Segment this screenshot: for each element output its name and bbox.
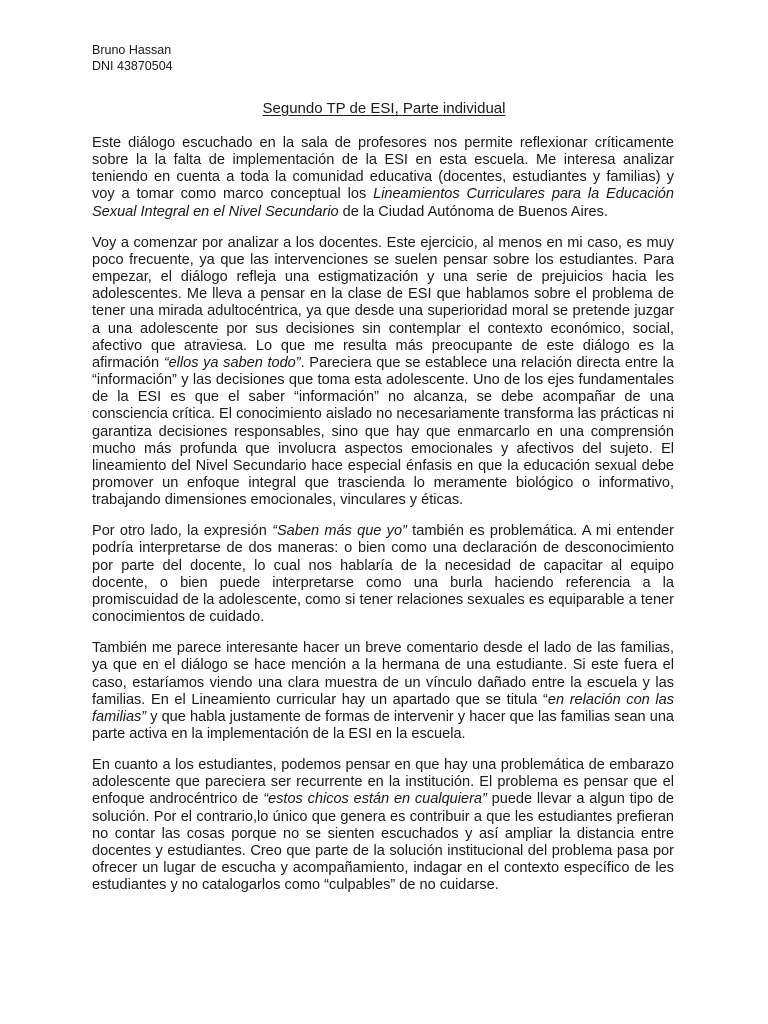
paragraph-2-text-end: . Pareciera que se establece una relación directa entre la “información” y las decisiones que toma esta adolescente. Uno de los ejes fundamentales de la ESI es que el saber “información” no alcanza, se debe acompañar de una consciencia crítica. El conocimiento aislado no necesariamente transforma las prácticas ni garantiza decisiones responsables, sino que hay que enmarcarlo en una comprensión mucho más profunda que involucra aspectos emocionales y afectivos del sujeto. El lineamiento del Nivel Secundario hace especial énfasis en que la educación sexual debe promover un enfoque integral que trascienda lo meramente biológico o informativo, trabajando dimensiones emocionales, vinculares y éticas. (92, 354, 674, 509)
paragraph-3-text: Por otro lado, la expresión (92, 523, 273, 540)
paragraph-1-emphasis: Lineamientos Curriculares para la Educación Sexual Integral en el Nivel Secundario (92, 186, 674, 220)
document-body (92, 135, 674, 894)
paragraph-4-text: También me parece interesante hacer un breve comentario desde el lado de las familias, ya que en el diálogo se hace mención a la hermana de una estudiante. Si este fuera el caso, estaríamos viendo una clara muestra de un vínculo dañado entre la escuela y las familias. En el Lineamiento curricular hay un apartado que se titula “ (92, 640, 674, 708)
paragraph-2-text: Voy a comenzar por analizar a los docentes. Este ejercicio, al menos en mi caso, es muy poco frecuente, ya que las intervenciones se suelen pensar sobre los estudiantes. Para empezar, el diálogo refleja una estigmatización y una serie de prejuicios hacia les adolescentes. Me lleva a pensar en la clase de ESI que hablamos sobre el problema de tener una mirada adultocéntrica, ya que desde una superioridad moral se pretende juzgar a una adolescente por sus decisiones sin contemplar el contexto económico, social, afectivo que atraviesa. Lo que me resulta más preocupante de este diálogo es la afirmación (92, 234, 674, 371)
paragraph-4 (92, 640, 674, 743)
paragraph-5 (92, 757, 674, 894)
document-title: Segundo TP de ESI, Parte individual (262, 100, 506, 117)
paragraph-5-emphasis: “estos chicos están en cualquiera” (263, 791, 487, 808)
paragraph-3-text-end: también es problemática. A mi entender podría interpretarse de dos maneras: o bien como una declaración de desconocimiento por parte del docente, lo cual nos hablaría de la necesidad de capacitar al equipo docente, o bien puede interpretarse como una burla haciendo referencia a la promiscuidad de la adolescente, como si tener relaciones sexuales es equiparable a tener conocimientos de cuidado. (92, 523, 674, 626)
paragraph-3 (92, 523, 674, 626)
paragraph-1 (92, 135, 674, 221)
paragraph-2 (92, 235, 674, 510)
paragraph-1-text: Este diálogo escuchado en la sala de profesores nos permite reflexionar críticamente sobre la la falta de implementación de la ESI en esta escuela. Me interesa analizar teniendo en cuenta a toda la comunidad educativa (docentes, estudiantes y familias) y voy a tomar como marco conceptual los (92, 135, 674, 203)
author-name: Bruno Hassan (92, 43, 172, 57)
paragraph-5-text-end: puede llevar a algun tipo de solución. Por el contrario,lo único que genera es contribuir a que les estudiantes prefieran no contar las cosas porque no se sienten escuchados y así ampliar la distancia entre docentes y estudiantes. Creo que parte de la solución institucional del problema pasa por ofrecer un lugar de escucha y acompañamiento, indagar en el contexto específico de les estudiantes y no catalogarlos como “culpables” de no cuidarse. (92, 791, 675, 894)
author-dni: DNI 43870504 (92, 58, 173, 73)
paragraph-4-text-end: y que habla justamente de formas de intervenir y hacer que las familias sean una parte activa en la implementación de la ESI en la escuela. (92, 708, 674, 742)
paragraph-3-emphasis: “Saben más que yo” (272, 523, 407, 540)
paragraph-1-text-end: de la Ciudad Autónoma de Buenos Aires. (338, 203, 608, 220)
document-title-row (0, 100, 768, 118)
author-header (92, 43, 173, 74)
paragraph-5-text: En cuanto a los estudiantes, podemos pensar en que hay una problemática de embarazo adolescente que pareciera ser recurrente en la institución. El problema es pensar que el enfoque androcéntrico de (92, 757, 674, 808)
paragraph-4-emphasis: en relación con las familias” (92, 691, 674, 725)
paragraph-2-emphasis: “ellos ya saben todo” (163, 354, 301, 371)
